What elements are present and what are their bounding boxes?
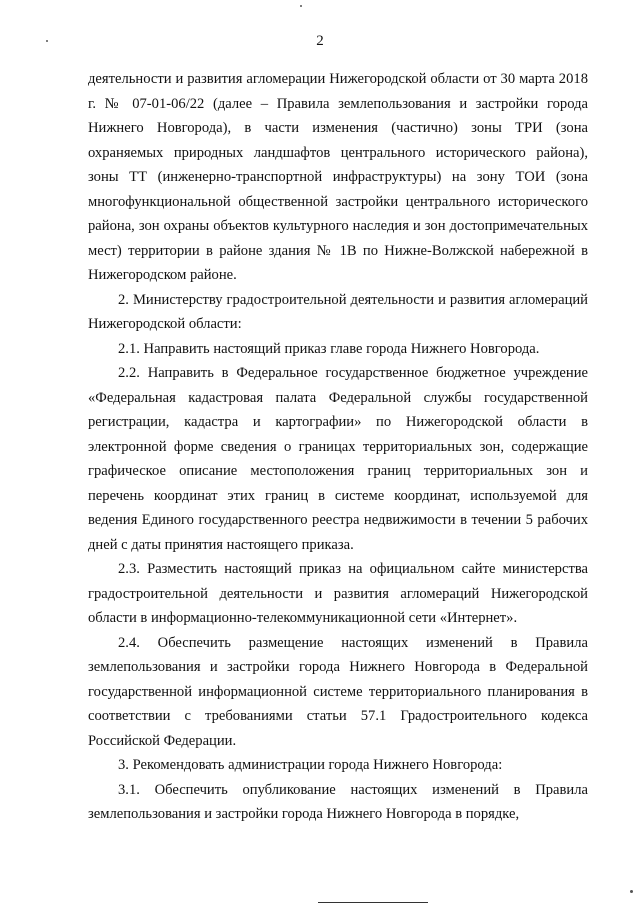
scan-speck <box>300 5 302 7</box>
paragraph-item-2: 2. Министерству градостроительной деятельности и развития агломераций Нижегородской области: <box>88 291 588 332</box>
footer-rule <box>318 902 428 903</box>
page-number: 2 <box>316 33 324 49</box>
paragraph-item-2-4: 2.4. Обеспечить размещение настоящих изменений в Правила землепользования и застройки города Нижнего Новгорода в Федеральной государственной информационной системе территориального планирования в соответствии с требованиями статьи 57.1 Градостроительного кодекса Российской Федерации. <box>88 634 588 749</box>
scan-speck <box>46 40 48 42</box>
paragraph-continuation: деятельности и развития агломерации Нижегородской области от 30 марта 2018 г. № 07-01-06/22 (далее – Правила землепользования и застройки города Нижнего Новгорода), в части изменения (частично) зоны ТРИ (зона охраняемых природных ландшафтов центрального исторического района), зоны ТТ (инженерно-транспортной инфраструктуры) на зону ТОИ (зона многофункциональной общественной застройки центрального исторического района, зон охраны объектов культурного наследия и зон достопримечательных мест) территории в районе здания № 1В по Нижне-Волжской набережной в Нижегородском районе. <box>88 71 588 283</box>
paragraph-item-2-2: 2.2. Направить в Федеральное государственное бюджетное учреждение «Федеральная кадастровая палата Федеральной службы государственной регистрации, кадастра и картографии» по Нижегородской области в электронной форме сведения о границах территориальных зон, содержащие графическое описание местоположения границ территориальных зон и перечень координат этих границ в системе координат, используемой для ведения Единого государственного реестра недвижимости в течении 5 рабочих дней с даты принятия настоящего приказа. <box>88 365 588 553</box>
document-body <box>88 67 588 827</box>
paragraph-item-3-1: 3.1. Обеспечить опубликование настоящих изменений в Правила землепользования и застройки города Нижнего Новгорода в порядке, <box>88 781 588 822</box>
scan-speck <box>630 890 633 893</box>
paragraph-item-3: 3. Рекомендовать администрации города Нижнего Новгорода: <box>118 757 503 773</box>
paragraph-item-2-1: 2.1. Направить настоящий приказ главе города Нижнего Новгорода. <box>118 340 540 357</box>
paragraph-item-2-3: 2.3. Разместить настоящий приказ на официальном сайте министерства градостроительной деятельности и развития агломераций Нижегородской области в информационно-телекоммуникационной сети «Интернет». <box>88 561 588 626</box>
